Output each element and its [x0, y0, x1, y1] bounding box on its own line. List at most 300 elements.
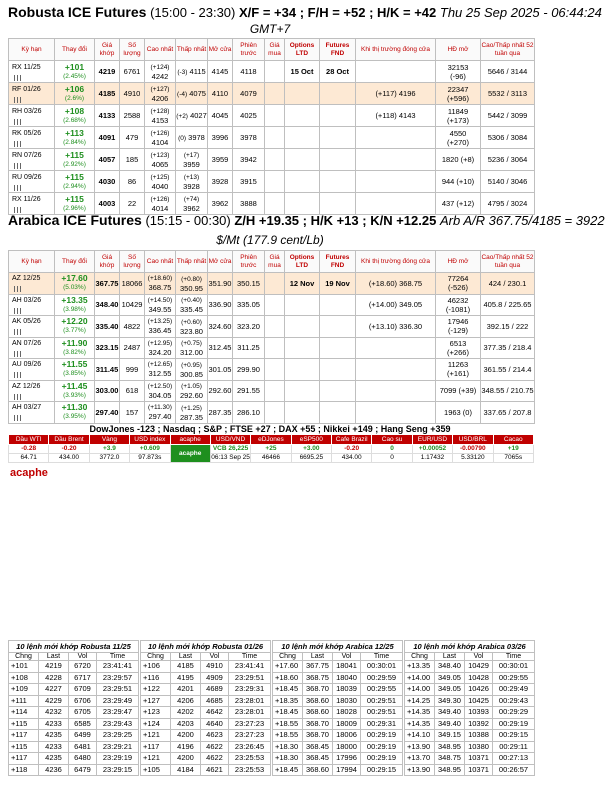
close-price: (+18.60) 368.75 [356, 273, 436, 295]
market-value: 434.00 [49, 454, 89, 463]
robusta-spreads: X/F = +34 ; F/H = +52 ; H/K = +42 [239, 5, 437, 20]
open-interest: 32153 [447, 62, 469, 72]
column-header: Số lượng [120, 39, 145, 61]
open-price: 287.35 [208, 402, 233, 424]
contract-cell[interactable] [9, 105, 55, 127]
trade-cell: 349.40 [435, 707, 465, 719]
trade-cell: 4642 [201, 707, 229, 719]
contract-cell[interactable] [9, 380, 55, 402]
futures-fnd: 28 Oct [320, 61, 356, 83]
change-value: +11.30 [61, 402, 88, 413]
arabica-title: Arabica ICE Futures [8, 212, 142, 228]
trade-cell: 18041 [333, 661, 361, 673]
trade-cell: +115 [9, 741, 39, 753]
close-price [356, 171, 436, 193]
high-low-52w: 5306 / 3084 [481, 127, 535, 149]
change-value: +115 [65, 171, 84, 182]
change-cell [55, 61, 95, 83]
trade-cell: +105 [141, 764, 171, 776]
trade-cell: 00:30:01 [493, 661, 535, 673]
column-header: HĐ mở [436, 251, 481, 273]
trade-cell: 23:26:45 [229, 741, 271, 753]
volume: 22 [120, 193, 145, 215]
robusta-timezone: GMT+7 [249, 22, 291, 36]
change-cell [55, 83, 95, 105]
chart-icon[interactable] [14, 372, 21, 378]
change-percent: (2.92%) [63, 160, 86, 168]
open-interest-change: (+596) [447, 93, 469, 103]
trade-cell: 23:25:53 [229, 753, 271, 765]
open-interest-cell [436, 61, 481, 83]
last-price: 311.45 [95, 359, 120, 381]
column-header: Thấp nhất [176, 251, 208, 273]
trade-cell: +18.60 [273, 672, 303, 684]
low-value: 292.60 [180, 391, 203, 401]
last-price: 4133 [95, 105, 120, 127]
market-value: 06:13 Sep 25 [211, 454, 250, 461]
high-change: (+126) [150, 195, 170, 203]
trade-cell: +116 [141, 672, 171, 684]
trade-row [141, 764, 271, 776]
chart-icon[interactable] [14, 119, 21, 125]
open-interest-change: (-96) [450, 71, 466, 81]
table-row[interactable] [9, 273, 535, 295]
bid-price [265, 83, 285, 105]
open-interest-change: (+161) [447, 369, 469, 379]
trade-cell: 23:25:53 [229, 764, 271, 776]
contract-cell[interactable] [9, 61, 55, 83]
chart-icon[interactable] [14, 163, 21, 169]
trade-cell: 23:29:51 [97, 684, 139, 696]
trade-cell: +117 [9, 730, 39, 742]
column-header: Giá mua [265, 39, 285, 61]
futures-fnd [320, 294, 356, 316]
options-ltd [285, 380, 320, 402]
low-cell [176, 273, 208, 295]
trade-cell: 00:29:11 [493, 741, 535, 753]
trade-row [405, 695, 535, 707]
change-value: +108 [64, 105, 85, 116]
market-label: Dầu Brent [49, 435, 89, 445]
arabica-hours: (15:15 - 00:30) [145, 213, 231, 228]
low-value: 287.35 [180, 412, 203, 422]
low-cell [176, 105, 208, 127]
chart-icon[interactable] [14, 308, 21, 314]
trade-cell: 18000 [333, 741, 361, 753]
high-change: (+12.95) [147, 339, 173, 347]
open-interest-cell [436, 149, 481, 171]
table-row[interactable] [9, 105, 535, 127]
chart-icon[interactable] [14, 286, 21, 292]
contract-cell[interactable] [9, 294, 55, 316]
trade-cell: 23:29:15 [97, 764, 139, 776]
low-change: (+13) [183, 174, 200, 181]
trade-cell: 368.45 [303, 741, 333, 753]
trade-row [9, 661, 139, 673]
column-header: Số lượng [120, 251, 145, 273]
contract-cell[interactable] [9, 402, 55, 424]
high-value: 4065 [151, 159, 169, 169]
contract-cell[interactable] [9, 316, 55, 338]
low-value: 3959 [183, 160, 200, 169]
high-low-52w: 337.65 / 207.8 [481, 402, 535, 424]
high-cell [145, 402, 176, 424]
trade-cell: 23:29:47 [97, 707, 139, 719]
trade-cell: 23:27:23 [229, 730, 271, 742]
high-low-52w: 405.8 / 225.65 [481, 294, 535, 316]
acaphe-badge[interactable]: acaphe [170, 445, 210, 463]
change-cell [55, 380, 95, 402]
change-percent: (5.03%) [63, 284, 86, 292]
column-header: Giá khớp [95, 251, 120, 273]
trade-cell: 4235 [39, 730, 69, 742]
column-header: Khi thị trường đóng cửa [356, 251, 436, 273]
open-interest-change: (-129) [447, 326, 468, 336]
trade-cell: 23:41:41 [97, 661, 139, 673]
previous-close: 335.05 [233, 294, 265, 316]
arabica-unit: $/Mt (177.9 cent/Lb) [216, 233, 324, 247]
robusta-hours: (15:00 - 23:30) [150, 5, 236, 20]
contract-cell[interactable] [9, 127, 55, 149]
column-header: Phiên trước [233, 251, 265, 273]
table-row[interactable] [9, 316, 535, 338]
last-price: 4003 [95, 193, 120, 215]
column-header: Time [97, 653, 139, 661]
trade-cell: 23:29:31 [229, 684, 271, 696]
trade-cell: +117 [141, 741, 171, 753]
volume: 4910 [120, 83, 145, 105]
last-price: 323.15 [95, 337, 120, 359]
trade-row [273, 661, 403, 673]
change-cell [55, 171, 95, 193]
open-price: 4145 [208, 61, 233, 83]
chart-icon[interactable] [14, 75, 21, 81]
high-value: 349.55 [148, 304, 172, 314]
contract-cell[interactable] [9, 83, 55, 105]
trade-cell: 368.60 [303, 764, 333, 776]
chart-icon[interactable] [14, 329, 21, 335]
column-header: Options LTD [285, 39, 320, 61]
high-value: 4104 [151, 137, 169, 147]
trade-cell: +18.45 [273, 684, 303, 696]
futures-fnd [320, 83, 356, 105]
change-value: +106 [64, 83, 85, 94]
open-interest: 17946 [447, 317, 469, 327]
trade-row [273, 764, 403, 776]
contract-cell[interactable] [9, 337, 55, 359]
futures-fnd [320, 337, 356, 359]
trade-cell: 6720 [69, 661, 97, 673]
open-price: 324.60 [208, 316, 233, 338]
low-cell [176, 359, 208, 381]
close-price [356, 380, 436, 402]
open-price: 3962 [208, 193, 233, 215]
trade-cell: 00:26:57 [493, 764, 535, 776]
table-row[interactable] [9, 127, 535, 149]
change-cell [55, 337, 95, 359]
column-header: Giá khớp [95, 39, 120, 61]
trade-cell: 4236 [39, 764, 69, 776]
trade-cell: +13.90 [405, 764, 435, 776]
change-cell [55, 402, 95, 424]
high-value: 297.40 [148, 412, 172, 422]
futures-fnd [320, 380, 356, 402]
market-change: +3.9 [89, 445, 129, 454]
last-trades-title: 10 lệnh mới khớp Arabica 12/25 [273, 641, 403, 653]
contract-symbol: AK 05/26 [12, 318, 41, 326]
trade-cell: +18.45 [273, 707, 303, 719]
trade-row [9, 707, 139, 719]
contract-cell[interactable] [9, 149, 55, 171]
trade-cell: 00:29:19 [361, 730, 403, 742]
open-interest-change: (-526) [447, 283, 468, 293]
high-value: 324.20 [148, 347, 172, 357]
trade-cell: 10425 [465, 695, 493, 707]
trade-cell: 10371 [465, 764, 493, 776]
bid-price [265, 359, 285, 381]
last-price: 297.40 [95, 402, 120, 424]
change-cell [55, 273, 95, 295]
trade-cell: 4196 [171, 741, 201, 753]
trade-row [9, 730, 139, 742]
robusta-futures-table [8, 38, 535, 215]
change-percent: (2.45%) [63, 72, 86, 80]
trade-row [405, 718, 535, 730]
column-header: Mở cửa [208, 39, 233, 61]
open-interest: 1820 (+8) [441, 155, 475, 164]
trade-cell: 00:29:19 [493, 718, 535, 730]
high-change: (+124) [150, 63, 170, 71]
open-interest: 1963 (0) [444, 407, 472, 417]
open-price: 301.05 [208, 359, 233, 381]
open-interest-cell [436, 337, 481, 359]
low-value: 312.00 [180, 348, 203, 358]
trade-cell: 4206 [171, 695, 201, 707]
trade-row [141, 661, 271, 673]
change-value: +13.35 [61, 294, 88, 305]
bid-price [265, 337, 285, 359]
low-cell [176, 402, 208, 424]
contract-symbol: RN 07/26 [12, 151, 42, 159]
trade-cell: 6705 [69, 707, 97, 719]
trade-cell: 00:29:19 [361, 741, 403, 753]
last-trades-arabica-1225 [272, 640, 403, 776]
change-percent: (3.82%) [63, 348, 86, 356]
column-header: Time [493, 653, 535, 661]
trade-cell: 4233 [39, 718, 69, 730]
contract-cell[interactable] [9, 359, 55, 381]
trade-cell: +18.30 [273, 741, 303, 753]
column-header: Vol [465, 653, 493, 661]
trade-row [9, 753, 139, 765]
trade-cell: 10388 [465, 730, 493, 742]
column-header: Cao/Thấp nhất 52 tuần qua [481, 39, 535, 61]
trade-cell: 23:29:25 [97, 730, 139, 742]
trade-cell: +18.35 [273, 695, 303, 707]
previous-close: 4025 [233, 105, 265, 127]
trade-cell: +13.90 [405, 741, 435, 753]
last-price: 4030 [95, 171, 120, 193]
open-interest-change: (+266) [447, 347, 469, 357]
trade-cell: 4229 [39, 695, 69, 707]
change-value: +115 [65, 193, 84, 204]
trade-cell: 349.05 [435, 672, 465, 684]
column-header: Last [39, 653, 69, 661]
trade-cell: +121 [141, 753, 171, 765]
last-trades-title: 10 lệnh mới khớp Robusta 11/25 [9, 641, 139, 653]
options-ltd [285, 316, 320, 338]
contract-symbol: RX 11/26 [12, 195, 41, 203]
open-price: 312.45 [208, 337, 233, 359]
market-label: Dầu WTI [9, 435, 49, 445]
contract-symbol: AH 03/27 [12, 404, 42, 412]
low-value: 4115 [189, 66, 206, 76]
trade-cell: 6479 [69, 764, 97, 776]
trade-cell: +14.35 [405, 718, 435, 730]
chart-icon[interactable] [14, 351, 21, 357]
chart-icon[interactable] [14, 185, 21, 191]
trade-cell: +13.35 [405, 661, 435, 673]
trade-cell: 4200 [171, 730, 201, 742]
change-value: +11.45 [61, 380, 88, 391]
trade-cell: 23:28:01 [229, 707, 271, 719]
open-interest-cell [436, 402, 481, 424]
chart-icon[interactable] [14, 394, 21, 400]
bid-price [265, 171, 285, 193]
contract-symbol: AZ 12/25 [12, 275, 41, 283]
table-row[interactable] [9, 294, 535, 316]
high-value: 4206 [151, 93, 169, 103]
close-price: (+118) 4143 [356, 105, 436, 127]
change-percent: (2.96%) [63, 204, 86, 212]
column-header: Khi thị trường đóng cửa [356, 39, 436, 61]
chart-icon[interactable] [14, 141, 21, 147]
chart-icon[interactable] [14, 415, 21, 421]
table-row[interactable] [9, 380, 535, 402]
options-ltd [285, 149, 320, 171]
contract-cell[interactable] [9, 171, 55, 193]
close-price [356, 337, 436, 359]
bid-price [265, 294, 285, 316]
open-interest: 944 (+10) [441, 177, 475, 186]
table-row[interactable] [9, 61, 535, 83]
contract-symbol: RU 09/26 [12, 173, 42, 181]
trade-cell: 4185 [171, 661, 201, 673]
low-cell [176, 294, 208, 316]
last-price: 4057 [95, 149, 120, 171]
low-change: (+0.60) [181, 318, 202, 326]
trade-row [405, 707, 535, 719]
change-cell [55, 316, 95, 338]
open-interest: 22347 [447, 84, 469, 94]
trade-row [9, 672, 139, 684]
volume: 86 [120, 171, 145, 193]
table-row[interactable] [9, 359, 535, 381]
table-row[interactable] [9, 149, 535, 171]
open-interest-cell [436, 316, 481, 338]
chart-icon[interactable] [14, 97, 21, 103]
open-price: 4110 [208, 83, 233, 105]
high-low-52w: 424 / 230.1 [481, 273, 535, 295]
trade-row [141, 718, 271, 730]
table-row[interactable] [9, 337, 535, 359]
open-interest-cell [436, 273, 481, 295]
high-cell [145, 380, 176, 402]
trade-cell: 00:29:49 [493, 684, 535, 696]
high-change: (+14.50) [147, 296, 173, 304]
trade-cell: 00:30:01 [361, 661, 403, 673]
open-interest-cell [436, 83, 481, 105]
futures-fnd [320, 105, 356, 127]
options-ltd: 15 Oct [285, 61, 320, 83]
trade-cell: +114 [9, 707, 39, 719]
trade-row [141, 707, 271, 719]
trade-row [273, 741, 403, 753]
last-trades-arabica-0326 [404, 640, 535, 776]
last-price: 367.75 [95, 273, 120, 295]
options-ltd [285, 83, 320, 105]
trade-cell: 6709 [69, 684, 97, 696]
trade-cell: 368.70 [303, 718, 333, 730]
trade-cell: 6717 [69, 672, 97, 684]
trade-row [141, 741, 271, 753]
column-header: Time [229, 653, 271, 661]
column-header: Kỳ hạn [9, 39, 55, 61]
previous-close: 4118 [233, 61, 265, 83]
change-value: +101 [64, 61, 85, 72]
column-header: Last [303, 653, 333, 661]
low-change: (+0.40) [181, 297, 202, 305]
column-header: Cao nhất [145, 39, 176, 61]
trade-cell: 23:29:51 [229, 672, 271, 684]
high-change: (+18.60) [147, 275, 173, 283]
open-interest: 6513 [449, 338, 467, 348]
high-change: (+125) [150, 173, 170, 181]
table-row[interactable] [9, 83, 535, 105]
column-header: Futures FND [320, 39, 356, 61]
trade-row [405, 741, 535, 753]
open-interest: 437 (+12) [441, 199, 475, 208]
trade-cell: 00:29:19 [361, 753, 403, 765]
trade-cell: 23:29:21 [97, 741, 139, 753]
futures-fnd [320, 359, 356, 381]
contract-cell[interactable] [9, 273, 55, 295]
trade-cell: 00:29:29 [493, 707, 535, 719]
high-value: 304.05 [148, 390, 172, 400]
volume: 10429 [120, 294, 145, 316]
market-label: USD/VND [210, 435, 250, 445]
previous-close: 3942 [233, 149, 265, 171]
column-header: Cao/Thấp nhất 52 tuần qua [481, 251, 535, 273]
table-row[interactable] [9, 402, 535, 424]
trade-cell: 00:29:51 [361, 707, 403, 719]
arabica-spreads: Z/H +19.35 ; H/K +13 ; K/N +12.25 [234, 213, 437, 228]
trade-cell: 00:29:55 [493, 672, 535, 684]
trade-cell: 18006 [333, 730, 361, 742]
table-row[interactable] [9, 171, 535, 193]
high-change: (+126) [150, 129, 170, 137]
trade-cell: +111 [9, 695, 39, 707]
trade-cell: 6499 [69, 730, 97, 742]
bid-price [265, 273, 285, 295]
trade-cell: 4640 [201, 718, 229, 730]
close-price [356, 149, 436, 171]
close-price [356, 402, 436, 424]
high-cell [145, 316, 176, 338]
market-label: USD/BRL [453, 435, 493, 445]
market-value: 6695.25 [291, 454, 331, 463]
high-change: (+11.30) [148, 404, 172, 412]
